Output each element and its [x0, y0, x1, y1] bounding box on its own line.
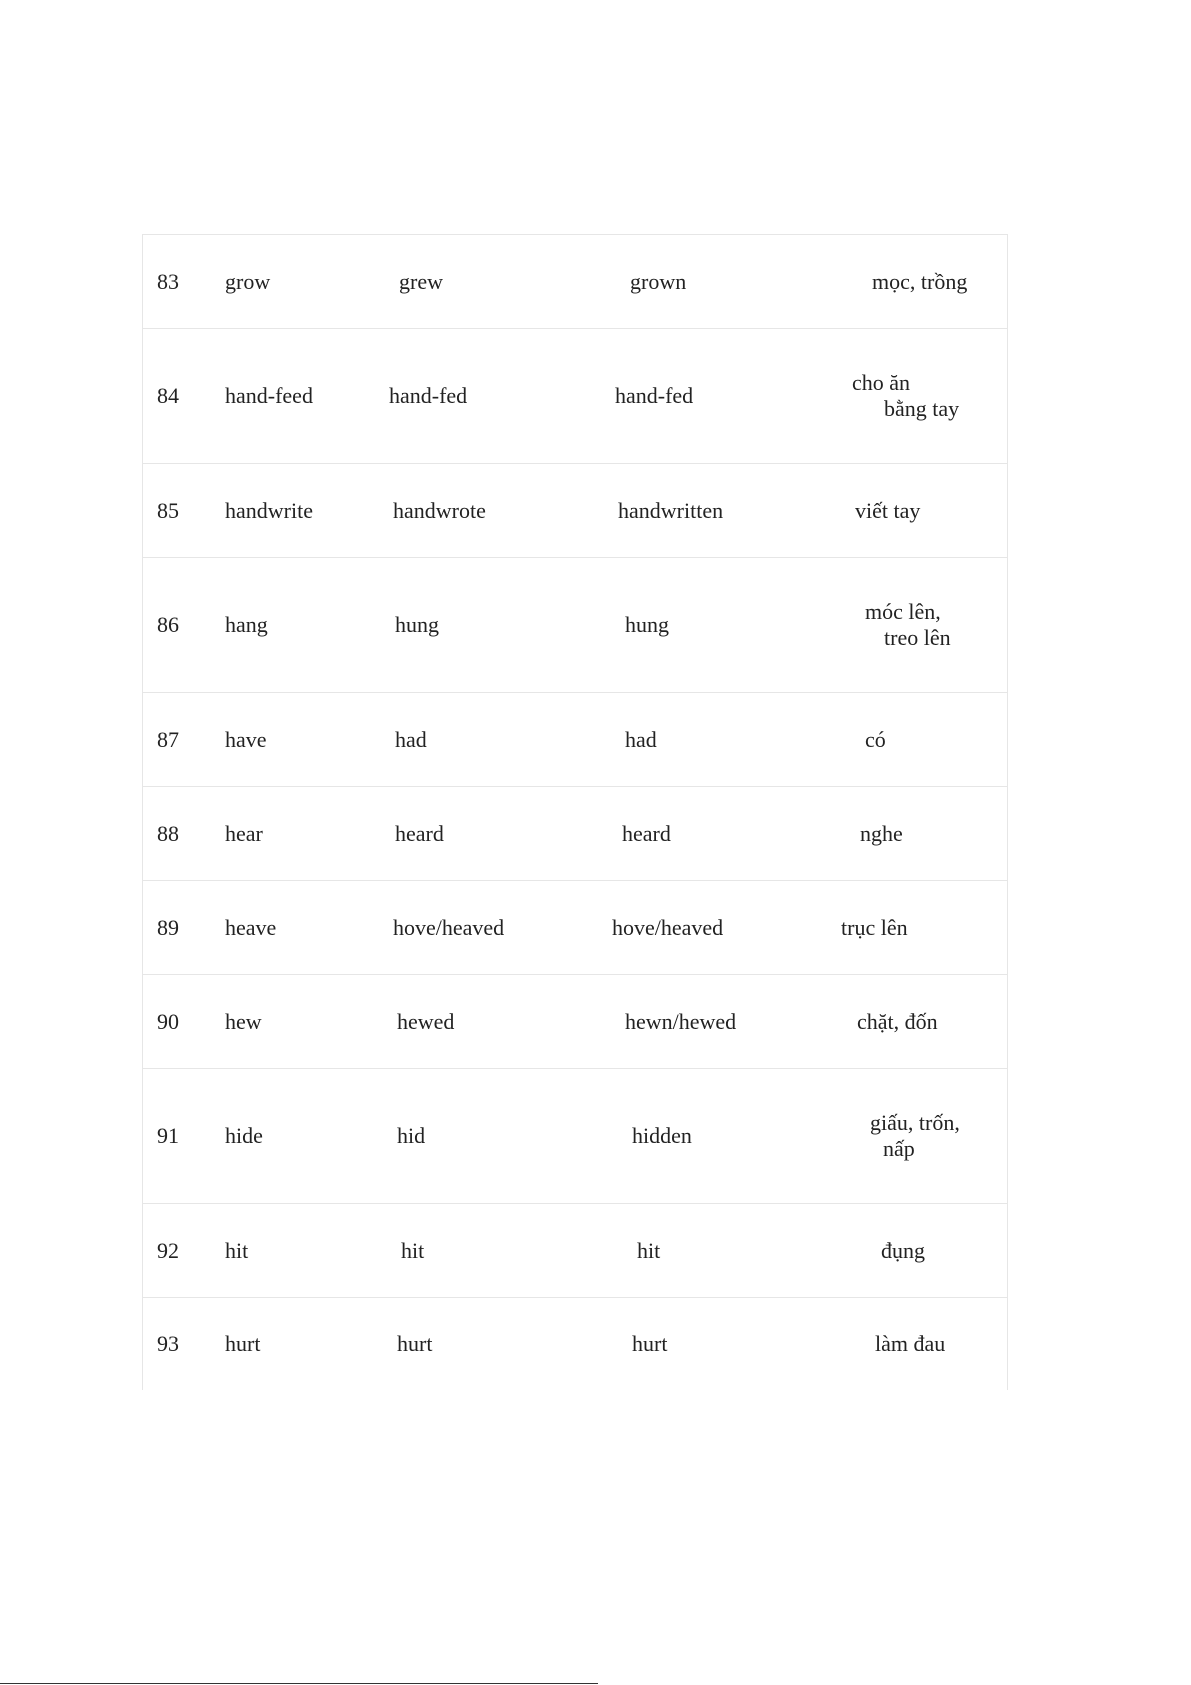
past-simple: heard [395, 820, 444, 846]
base-form: heave [225, 914, 277, 940]
meaning-line: bằng tay [884, 396, 960, 421]
table-row [143, 329, 1007, 464]
past-simple: hove/heaved [393, 914, 505, 940]
meaning-line: làm đau [875, 1331, 946, 1356]
row-number: 92 [157, 1237, 179, 1263]
meaning [841, 915, 908, 941]
meaning-line: đụng [881, 1237, 925, 1263]
past-simple: had [395, 726, 427, 752]
row-number: 91 [157, 1123, 179, 1148]
meaning-line: viết tay [855, 497, 921, 523]
base-form: have [225, 726, 267, 752]
past-simple: hid [397, 1123, 426, 1148]
table-row [143, 235, 1007, 329]
row-number: 90 [157, 1008, 179, 1034]
base-form: handwrite [225, 497, 313, 523]
row-number: 88 [157, 820, 179, 846]
past-participle: grown [630, 268, 687, 294]
meaning [870, 1110, 960, 1162]
meaning-line: nấp [883, 1136, 915, 1161]
row-number: 93 [157, 1331, 179, 1356]
meaning [860, 821, 903, 847]
row-number: 84 [157, 383, 179, 408]
row-number: 87 [157, 726, 179, 752]
meaning [857, 1009, 938, 1035]
base-form: hand-feed [225, 383, 313, 408]
meaning-line: treo lên [884, 625, 951, 650]
past-participle: hidden [632, 1123, 692, 1148]
past-participle: had [625, 726, 657, 752]
base-form: hide [225, 1123, 263, 1148]
past-simple: hand-fed [389, 383, 468, 408]
meaning [875, 1331, 945, 1357]
meaning-line: trục lên [841, 914, 908, 940]
table-row [143, 787, 1007, 881]
past-participle: hurt [632, 1331, 668, 1356]
past-participle: handwritten [618, 497, 724, 523]
meaning [881, 1238, 925, 1264]
meaning [865, 727, 886, 753]
table-row [143, 1298, 1007, 1390]
meaning-line: móc lên, [865, 599, 941, 624]
table-row [143, 881, 1007, 975]
row-number: 83 [157, 268, 179, 294]
verb-table [142, 234, 1008, 1390]
base-form: hear [225, 820, 263, 846]
row-number: 85 [157, 497, 179, 523]
meaning-line: mọc, trồng [872, 268, 968, 294]
meaning [855, 498, 920, 524]
past-participle: hand-fed [615, 383, 694, 408]
table-row [143, 464, 1007, 558]
meaning-line: chặt, đốn [857, 1008, 938, 1034]
past-simple: hurt [397, 1331, 433, 1356]
base-form: grow [225, 268, 271, 294]
past-participle: hung [625, 612, 669, 637]
meaning [872, 269, 967, 295]
meaning-line: nghe [860, 820, 903, 846]
table-row [143, 975, 1007, 1069]
past-simple: hewed [397, 1008, 455, 1034]
table-row [143, 1204, 1007, 1298]
meaning [852, 370, 959, 422]
table-row [143, 1069, 1007, 1204]
base-form: hew [225, 1008, 262, 1034]
past-simple: hung [395, 612, 439, 637]
base-form: hit [225, 1237, 249, 1263]
row-number: 89 [157, 914, 179, 940]
past-participle: hit [637, 1237, 661, 1263]
past-simple: handwrote [393, 497, 486, 523]
meaning [865, 599, 951, 651]
past-simple: grew [399, 268, 443, 294]
past-participle: heard [622, 820, 671, 846]
page-footer-rule [0, 1683, 598, 1684]
row-number: 86 [157, 612, 179, 637]
past-participle: hove/heaved [612, 914, 724, 940]
past-participle: hewn/hewed [625, 1008, 737, 1034]
meaning-line: có [865, 726, 886, 752]
meaning-line: giấu, trốn, [870, 1110, 960, 1135]
past-simple: hit [401, 1237, 425, 1263]
table-row [143, 693, 1007, 787]
table-row [143, 558, 1007, 693]
base-form: hurt [225, 1331, 261, 1356]
base-form: hang [225, 612, 268, 637]
meaning-line: cho ăn [852, 370, 911, 395]
